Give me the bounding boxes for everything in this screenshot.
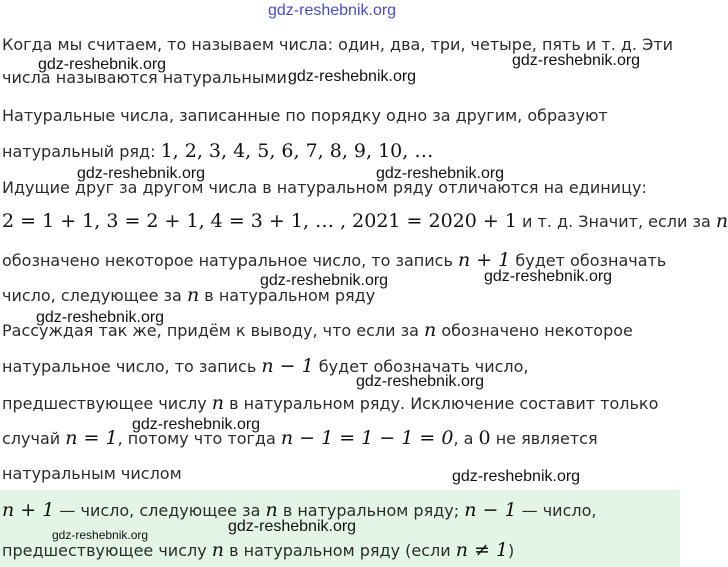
text-span: и т. д. Значит, если за — [522, 212, 711, 231]
paragraph-line-10 — [2, 356, 529, 377]
paragraph-line-7 — [2, 250, 666, 271]
watermark-small: gdz-reshebnik.org — [52, 528, 149, 542]
text-span: будет обозначать — [515, 251, 667, 270]
text-span: — число, — [521, 501, 597, 520]
text-span: натуральное число, то запись — [2, 357, 257, 376]
text-span: не является — [495, 429, 598, 448]
math-n: n — [211, 392, 225, 414]
math-n: n — [211, 539, 225, 561]
paragraph-line-5: Идущие друг за другом числа в натуральном ряду отличаются на единицу: — [2, 178, 647, 197]
watermark: gdz-reshebnik.org — [376, 165, 505, 182]
paragraph-line-9 — [2, 320, 633, 341]
text-span: — число, следующее за — [59, 501, 261, 520]
text-span: предшествующее числу — [2, 394, 207, 413]
math-n-plus-1: n + 1 — [2, 499, 55, 521]
text-span: , а — [453, 429, 474, 448]
natural-series-label: натуральный ряд: — [2, 142, 156, 161]
math-zero: 0 — [478, 427, 491, 449]
paragraph-line-13: натуральным числом — [2, 464, 182, 483]
math-n: n — [186, 284, 200, 306]
text-span: будет обозначать число, — [318, 357, 529, 376]
watermark: gdz-reshebnik.org — [288, 68, 417, 85]
math-zero-result: n − 1 = 1 − 1 = 0 — [280, 427, 454, 449]
equation-chain: 2 = 1 + 1, 3 = 2 + 1, 4 = 3 + 1, … , 2021 = 2020 + 1 — [2, 210, 517, 232]
watermark: gdz-reshebnik.org — [356, 373, 485, 390]
math-n: n — [424, 319, 437, 341]
paragraph-line-3: Натуральные числа, записанные по порядку одно за другим, образуют — [2, 106, 608, 125]
text-span: , потому что тогда — [117, 429, 276, 448]
natural-series-math: 1, 2, 3, 4, 5, 6, 7, 8, 9, 10, … — [160, 140, 434, 162]
text-span: в натуральном ряду — [204, 286, 376, 305]
math-n: n — [265, 499, 278, 521]
paragraph-line-4 — [2, 141, 433, 162]
math-n-minus-1: n − 1 — [261, 355, 314, 377]
text-span: ) — [508, 541, 515, 560]
text-span: предшествующее числу — [2, 541, 207, 560]
text-span: в натуральном ряду (если — [229, 541, 451, 560]
text-span: число, следующее за — [2, 286, 182, 305]
paragraph-line-1: Когда мы считаем, то называем числа: один, два, три, четыре, пять и т. д. Эти — [2, 35, 673, 54]
math-n-not-equal-1: n ≠ 1 — [455, 539, 509, 561]
paragraph-line-2: числа называются натуральными. — [2, 68, 293, 87]
watermark: gdz-reshebnik.org — [77, 165, 206, 182]
watermark: gdz-reshebnik.org — [38, 56, 167, 73]
summary-line-2 — [2, 540, 514, 561]
paragraph-line-8 — [2, 285, 375, 306]
text-span: обозначено некоторое натуральное число, то запись — [2, 251, 453, 270]
text-span: в натуральном ряду; — [282, 501, 460, 520]
watermark: gdz-reshebnik.org — [132, 416, 261, 433]
text-span: в натуральном ряду. Исключение составит только — [229, 394, 659, 413]
watermark: gdz-reshebnik.org — [228, 518, 357, 535]
paragraph-line-6 — [2, 211, 728, 232]
text-span: обозначено некоторое — [441, 321, 633, 340]
summary-line-1 — [2, 500, 596, 521]
watermark: gdz-reshebnik.org — [36, 309, 165, 326]
math-n-minus-1: n − 1 — [464, 499, 517, 521]
paragraph-line-11 — [2, 393, 658, 414]
math-n: n — [715, 210, 728, 232]
math-n-plus-1: n + 1 — [457, 249, 511, 271]
watermark: gdz-reshebnik.org — [484, 268, 613, 285]
watermark: gdz-reshebnik.org — [260, 272, 389, 289]
text-span: Рассуждая так же, придём к выводу, что если за — [2, 321, 419, 340]
text-span: случай — [2, 429, 61, 448]
watermark-top: gdz-reshebnik.org — [268, 2, 397, 19]
math-n-equals-1: n = 1 — [65, 427, 118, 449]
watermark: gdz-reshebnik.org — [512, 52, 641, 69]
watermark: gdz-reshebnik.org — [452, 468, 581, 485]
paragraph-line-12 — [2, 428, 598, 449]
